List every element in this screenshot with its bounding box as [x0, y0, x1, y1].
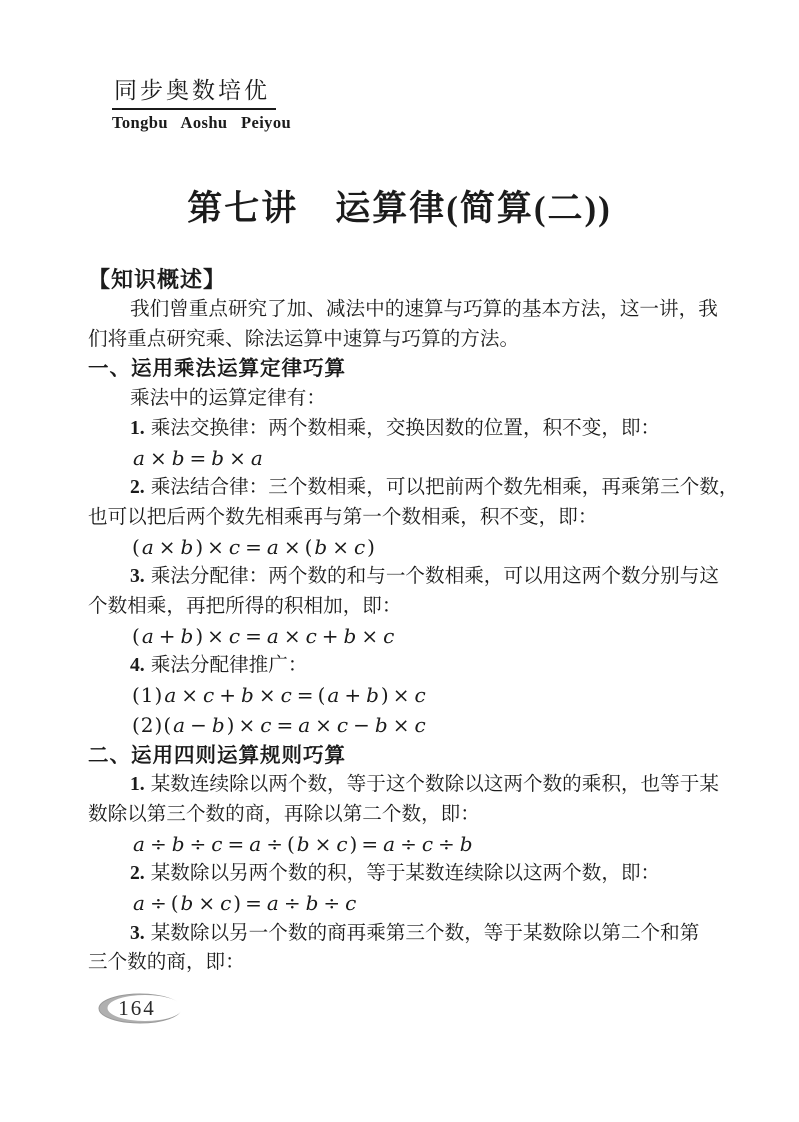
- book-header: [112, 72, 291, 133]
- text-line: 我们曾重点研究了加、减法中的速算与巧算的基本方法，这一讲，我: [130, 299, 718, 320]
- text-line: 个数相乘，再把所得的积相加，即：: [88, 596, 402, 618]
- subsection-heading: 一、运用乘法运算定律巧算: [88, 357, 346, 381]
- text-line: 数除以第三个数的商，再除以第二个数，即：: [88, 803, 480, 825]
- text-line: 也可以把后两个数先相乘再与第一个数相乘，积不变，即：: [88, 506, 598, 528]
- text-line: 1. 乘法交换律：两个数相乘，交换因数的位置，积不变，即：: [130, 417, 661, 439]
- subsection-heading: 二、运用四则运算规则巧算: [88, 743, 346, 767]
- text-line: 1. 某数连续除以两个数，等于这个数除以这两个数的乘积，也等于某: [130, 774, 719, 796]
- text-line: 三个数的商，即：: [88, 952, 245, 974]
- formula-line: a ÷ (b × c) = a ÷ b ÷ c: [133, 891, 358, 916]
- list-number: 3.: [130, 566, 145, 588]
- lesson-content: [88, 264, 739, 978]
- formula-line: a ÷ b ÷ c = a ÷ (b × c) = a ÷ c ÷ b: [133, 831, 474, 856]
- text-line: 2. 某数除以另两个数的积，等于某数连续除以这两个数，即：: [130, 863, 661, 885]
- text-line: 乘法中的运算定律有：: [130, 388, 326, 410]
- formula-line: a × b = b × a: [133, 445, 264, 470]
- page-number-badge: [98, 993, 184, 1025]
- formula-line: (2)(a − b) × c = a × c − b × c: [132, 712, 427, 737]
- list-number: 1.: [130, 774, 145, 796]
- formula-line: (a × b) × c = a × (b × c): [132, 534, 376, 559]
- text-line: 3. 某数除以另一个数的商再乘第三个数，等于某数除以第二个和第: [130, 922, 700, 944]
- list-number: 3.: [130, 922, 145, 944]
- book-title-chinese: 同步奥数培优: [112, 72, 276, 110]
- list-number: 2.: [130, 863, 145, 885]
- lecture-title: 第七讲 运算律(简算(二)): [187, 189, 612, 228]
- formula-line: (1)a × c + b × c = (a + b) × c: [132, 683, 427, 708]
- text-line: 3. 乘法分配律：两个数的和与一个数相乘，可以用这两个数分别与这: [130, 566, 719, 588]
- list-number: 4.: [130, 655, 145, 677]
- book-title-pinyin: Tongbu Aoshu Peiyou: [112, 113, 292, 132]
- text-lines: [88, 295, 739, 978]
- list-number: 2.: [130, 477, 145, 499]
- page-number: 164: [118, 996, 156, 1020]
- list-number: 1.: [130, 417, 145, 439]
- text-line: 2. 乘法结合律：三个数相乘，可以把前两个数先相乘，再乘第三个数，: [130, 477, 739, 499]
- section-heading-knowledge-overview: 【知识概述】: [88, 267, 227, 292]
- text-line: 们将重点研究乘、除法运算中速算与巧算的方法。: [88, 328, 520, 350]
- formula-line: (a + b) × c = a × c + b × c: [132, 623, 396, 648]
- text-line: 4. 乘法分配律推广：: [130, 655, 308, 677]
